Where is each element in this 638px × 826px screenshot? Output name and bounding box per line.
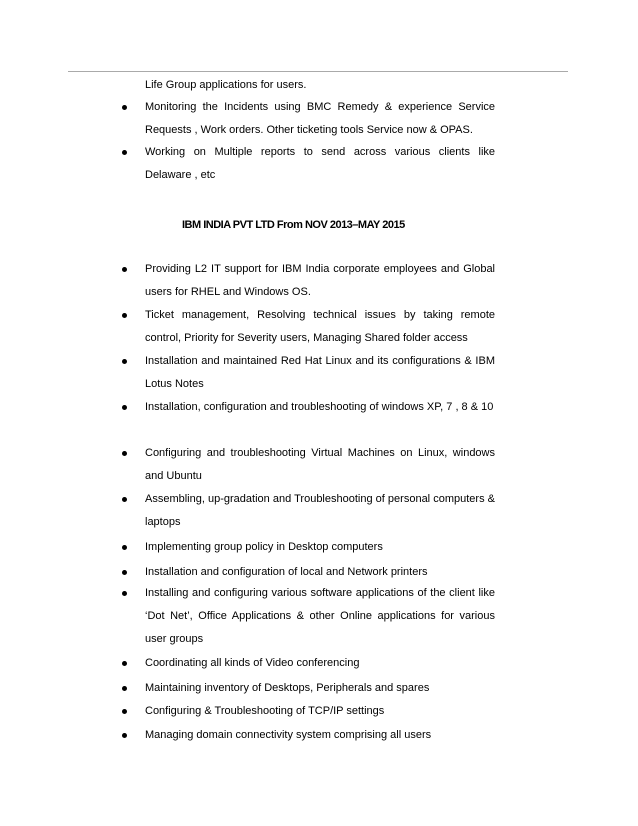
bullet-icon — [122, 105, 127, 110]
list-item: Working on Multiple reports to send across various clients like Delaware , etc — [145, 141, 495, 187]
page-top-divider — [68, 71, 568, 72]
list-item: Installation, configuration and troubleshooting of windows XP, 7 , 8 & 10 — [145, 396, 495, 419]
list-item: Coordinating all kinds of Video conferencing — [145, 652, 495, 675]
bullet-icon — [122, 267, 127, 272]
bullet-icon — [122, 570, 127, 575]
list-item: Maintaining inventory of Desktops, Peripherals and spares — [145, 677, 495, 700]
bullet-icon — [122, 405, 127, 410]
bullet-icon — [122, 150, 127, 155]
bullet-icon — [122, 661, 127, 666]
list-item: Configuring & Troubleshooting of TCP/IP settings — [145, 700, 495, 723]
list-item: Implementing group policy in Desktop computers — [145, 536, 495, 559]
list-item: Assembling, up-gradation and Troubleshooting of personal computers & laptops — [145, 488, 495, 534]
list-item: Monitoring the Incidents using BMC Remedy & experience Service Requests , Work orders. Other ticketing tools Service now & OPAS. — [145, 96, 495, 142]
bullet-icon — [122, 451, 127, 456]
list-item: Managing domain connectivity system comprising all users — [145, 724, 495, 747]
list-item: Providing L2 IT support for IBM India corporate employees and Global users for RHEL and Windows OS. — [145, 258, 495, 304]
bullet-icon — [122, 497, 127, 502]
bullet-icon — [122, 591, 127, 596]
list-item: Installation and configuration of local and Network printers — [145, 561, 495, 584]
section-heading: IBM INDIA PVT LTD From NOV 2013–MAY 2015 — [182, 219, 405, 231]
continuation-text: Life Group applications for users. — [145, 79, 307, 91]
bullet-icon — [122, 733, 127, 738]
bullet-icon — [122, 686, 127, 691]
list-item: Installing and configuring various software applications of the client like ‘Dot Net’, Office Applications & other Online applications for various user groups — [145, 582, 495, 651]
list-item: Configuring and troubleshooting Virtual Machines on Linux, windows and Ubuntu — [145, 442, 495, 488]
list-item: Ticket management, Resolving technical issues by taking remote control, Priority for Severity users, Managing Shared folder access — [145, 304, 495, 350]
bullet-icon — [122, 313, 127, 318]
bullet-icon — [122, 545, 127, 550]
list-item: Installation and maintained Red Hat Linux and its configurations & IBM Lotus Notes — [145, 350, 495, 396]
bullet-icon — [122, 709, 127, 714]
bullet-icon — [122, 359, 127, 364]
